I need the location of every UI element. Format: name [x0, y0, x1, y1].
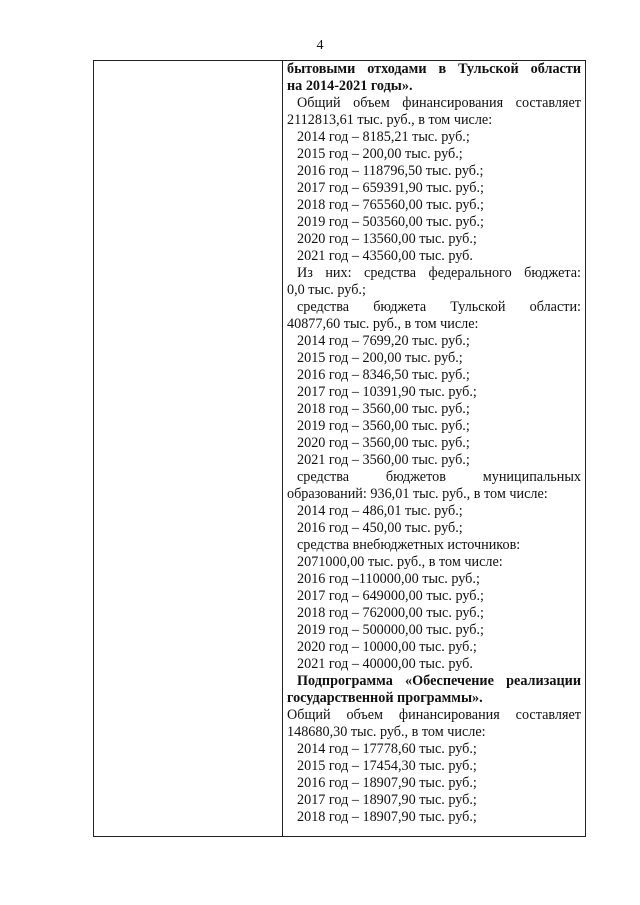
text-line: 2017 год – 649000,00 тыс. руб.; [297, 588, 484, 604]
text-line: 2018 год – 3560,00 тыс. руб.; [297, 401, 470, 417]
text-line: средства внебюджетных источников: [297, 537, 521, 553]
text-line: на 2014-2021 годы». [287, 78, 413, 94]
text-line: 2019 год – 503560,00 тыс. руб.; [297, 214, 484, 230]
text-line: 2020 год – 13560,00 тыс. руб.; [297, 231, 477, 247]
text-line: 2015 год – 200,00 тыс. руб.; [297, 350, 463, 366]
text-line: 2014 год – 486,01 тыс. руб.; [297, 503, 463, 519]
text-line: 2018 год – 765560,00 тыс. руб.; [297, 197, 484, 213]
text-line: государственной программы». [287, 690, 483, 706]
text-line: Из них: средства федерального бюджета: [297, 265, 581, 281]
text-line: образований: 936,01 тыс. руб., в том числе: [287, 486, 548, 502]
text-line: бытовыми отходами в Тульской области [287, 61, 581, 77]
text-line: 2021 год – 3560,00 тыс. руб.; [297, 452, 470, 468]
text-line: 2019 год – 500000,00 тыс. руб.; [297, 622, 484, 638]
text-line: 2014 год – 17778,60 тыс. руб.; [297, 741, 477, 757]
page-number: 4 [316, 38, 324, 53]
text-line: Подпрограмма «Обеспечение реализации [297, 673, 581, 689]
text-line: средства бюджетов муниципальных [297, 469, 581, 485]
text-line: Общий объем финансирования составляет [287, 707, 581, 723]
text-line: 2014 год – 7699,20 тыс. руб.; [297, 333, 470, 349]
text-line: 2021 год – 43560,00 тыс. руб. [297, 248, 473, 264]
text-line: 2016 год – 18907,90 тыс. руб.; [297, 775, 477, 791]
text-line: 2020 год – 10000,00 тыс. руб.; [297, 639, 477, 655]
text-line: Общий объем финансирования составляет [297, 95, 581, 111]
text-line: 2016 год –110000,00 тыс. руб.; [297, 571, 480, 587]
text-line: 2020 год – 3560,00 тыс. руб.; [297, 435, 470, 451]
text-line: 2016 год – 118796,50 тыс. руб.; [297, 163, 484, 179]
text-line: 2017 год – 659391,90 тыс. руб.; [297, 180, 484, 196]
text-line: 2015 год – 200,00 тыс. руб.; [297, 146, 463, 162]
text-line: средства бюджета Тульской области: [297, 299, 581, 315]
text-line: 2112813,61 тыс. руб., в том числе: [287, 112, 493, 128]
text-line: 0,0 тыс. руб.; [287, 282, 366, 298]
text-line: 2017 год – 18907,90 тыс. руб.; [297, 792, 477, 808]
text-line: 2021 год – 40000,00 тыс. руб. [297, 656, 473, 672]
text-line: 2017 год – 10391,90 тыс. руб.; [297, 384, 477, 400]
text-line: 2018 год – 18907,90 тыс. руб.; [297, 809, 477, 825]
text-line: 2014 год – 8185,21 тыс. руб.; [297, 129, 470, 145]
text-line: 2016 год – 8346,50 тыс. руб.; [297, 367, 470, 383]
text-line: 148680,30 тыс. руб., в том числе: [287, 724, 486, 740]
text-line: 2071000,00 тыс. руб., в том числе: [297, 554, 503, 570]
program-table [93, 60, 586, 837]
text-line: 2019 год – 3560,00 тыс. руб.; [297, 418, 470, 434]
text-line: 2015 год – 17454,30 тыс. руб.; [297, 758, 477, 774]
financing-text-cell [283, 61, 585, 836]
text-line: 40877,60 тыс. руб., в том числе: [287, 316, 479, 332]
text-line: 2018 год – 762000,00 тыс. руб.; [297, 605, 484, 621]
text-line: 2016 год – 450,00 тыс. руб.; [297, 520, 463, 536]
